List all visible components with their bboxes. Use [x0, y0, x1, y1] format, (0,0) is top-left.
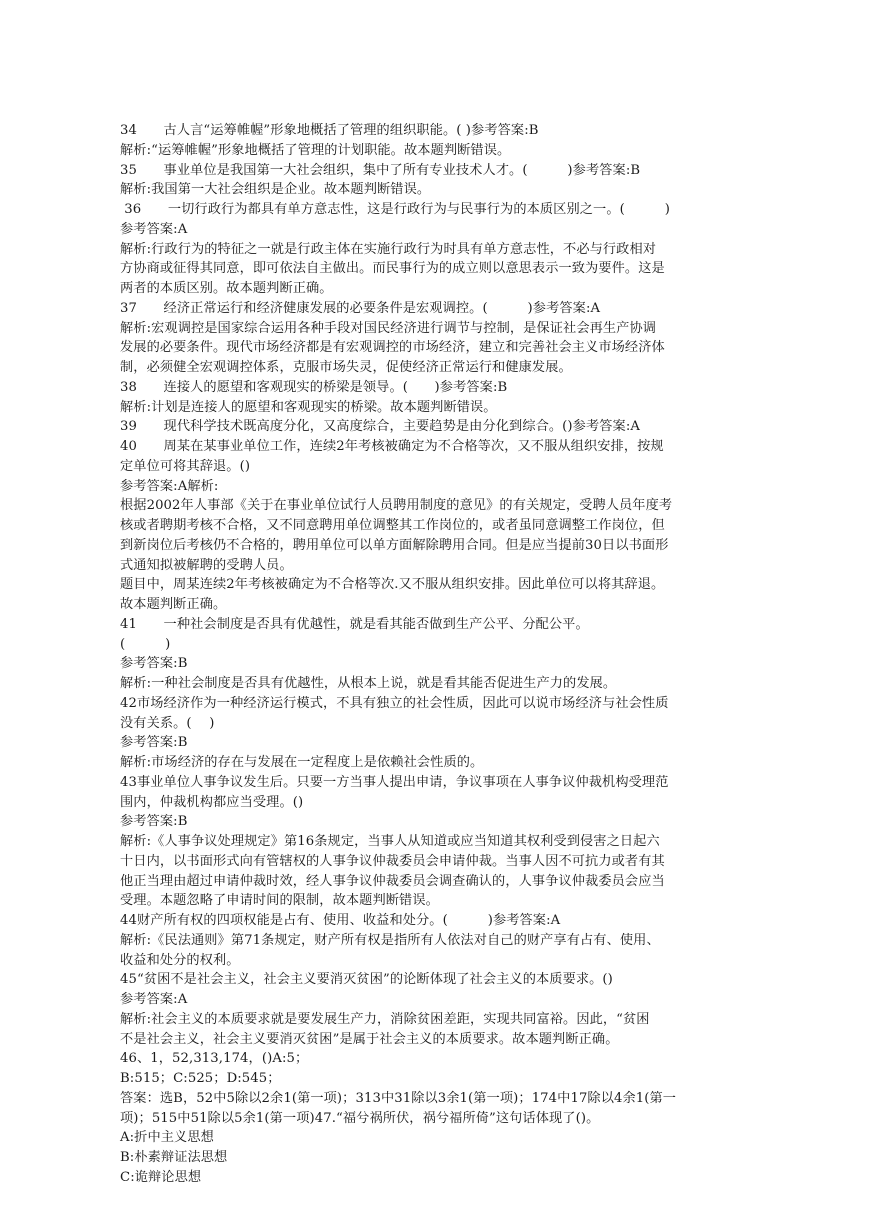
text-line: 解析:《人事争议处理规定》第16条规定，当事人从知道或应当知道其权利受到侵害之日起六 — [120, 834, 660, 849]
text-line: 解析:“运筹帷幄”形象地概括了管理的计划职能。故本题判断错误。 — [120, 142, 511, 158]
text-line: 36 一切行政行为都具有单方意志性，这是行政行为与民事行为的本质区别之一。( ) — [120, 202, 670, 217]
text-line: B:515；C:525；D:545； — [120, 1071, 281, 1086]
text-line: 核或者聘期考核不合格，又不同意聘用单位调整其工作岗位的，或者虽同意调整工作岗位，但 — [120, 518, 665, 533]
text-line: 两者的本质区别。故本题判断正确。 — [120, 281, 333, 296]
text-line: 根据2002年人事部《关于在事业单位试行人员聘用制度的意见》的有关规定，受聘人员年度考 — [120, 498, 673, 514]
document-page — [120, 121, 760, 1188]
text-line: 方协商或征得其同意，即可依法自主做出。而民事行为的成立则以意思表示一致为要件。这是 — [120, 261, 665, 277]
text-line: 参考答案:B — [120, 735, 188, 751]
text-line: 解析:我国第一大社会组织是企业。故本题判断错误。 — [120, 182, 431, 198]
text-line: 46、1，52,313,174，()A:5； — [120, 1051, 309, 1067]
text-line: 45“贫困不是社会主义，社会主义要消灭贫困”的论断体现了社会主义的本质要求。() — [120, 972, 613, 988]
text-line: 43事业单位人事争议发生后。只要一方当事人提出申请，争议事项在人事争议仲裁机构受理范 — [120, 774, 669, 790]
text-line: 他正当理由超过申请仲裁时效，经人事争议仲裁委员会调查确认的，人事争议仲裁委员会应当 — [120, 873, 665, 889]
text-line: 故本题判断正确。 — [120, 597, 227, 612]
text-line: 35 事业单位是我国第一大社会组织，集中了所有专业技术人才。( )参考答案:B — [120, 162, 641, 178]
text-line: 项)；515中51除以5余1(第一项)47.“福兮祸所伏，祸兮福所倚”这句话体现了()。 — [120, 1110, 600, 1126]
text-line: 题目中，周某连续2年考核被确定为不合格等次.又不服从组织安排。因此单位可以将其辞退。 — [120, 577, 665, 593]
text-line: 42市场经济作为一种经济运行模式，不具有独立的社会性质，因此可以说市场经济与社会性质 — [120, 695, 669, 711]
text-line: 式通知拟被解聘的受聘人员。 — [120, 557, 293, 573]
text-line: 收益和处分的权利。 — [120, 952, 240, 968]
text-line: 解析:计划是连接人的愿望和客观现实的桥梁。故本题判断错误。 — [120, 399, 497, 415]
text-line: 解析:一种社会制度是否具有优越性，从根本上说，就是看其能否促进生产力的发展。 — [120, 676, 617, 691]
text-line: 答案：选B，52中5除以2余1(第一项)；313中31除以3余1(第一项)；174中17除以4余1(第一 — [120, 1090, 677, 1106]
text-line: 34 古人言“运筹帷幄”形象地概括了管理的组织职能。( )参考答案:B — [120, 123, 539, 138]
text-line: 制，必须健全宏观调控体系，克服市场失灵，促使经济正常运行和健康发展。 — [120, 360, 572, 375]
text-line: 发展的必要条件。现代市场经济都是有宏观调控的市场经济，建立和完善社会主义市场经济体 — [120, 340, 665, 356]
text-line: 44财产所有权的四项权能是占有、使用、收益和处分。( )参考答案:A — [120, 913, 561, 928]
text-line: C:诡辩论思想 — [120, 1169, 202, 1185]
text-line: 解析:市场经济的存在与发展在一定程度上是依赖社会性质的。 — [120, 755, 484, 770]
text-line: 参考答案:A解析: — [120, 478, 219, 494]
text-line: 参考答案:A — [120, 992, 188, 1007]
text-line: 参考答案:B — [120, 814, 188, 830]
text-line: 解析:社会主义的本质要求就是要发展生产力，消除贫困差距，实现共同富裕。因此，“贫困 — [120, 1011, 650, 1027]
text-line: 参考答案:A — [120, 221, 188, 237]
text-line: 解析:《民法通则》第71条规定，财产所有权是指所有人依法对自己的财产享有占有、使用、 — [120, 932, 660, 948]
text-line: 参考答案:B — [120, 656, 188, 672]
text-line: 定单位可将其辞退。() — [120, 458, 251, 474]
text-line: 围内，仲裁机构都应当受理。() — [120, 794, 304, 810]
text-line: 受理。本题忽略了申请时间的限制，故本题判断错误。 — [120, 893, 439, 909]
text-line: B:朴素辩证法思想 — [120, 1150, 228, 1165]
text-line: 解析:行政行为的特征之一就是行政主体在实施行政行为时具有单方意志性，不必与行政相对 — [120, 241, 657, 257]
text-line: 没有关系。( ) — [120, 715, 215, 731]
text-line: 38 连接人的愿望和客观现实的桥梁是领导。( )参考答案:B — [120, 379, 508, 395]
text-line: 37 经济正常运行和经济健康发展的必要条件是宏观调控。( )参考答案:A — [120, 300, 601, 316]
text-line: 到新岗位后考核仍不合格的，聘用单位可以单方面解除聘用合同。但是应当提前30日以书面形 — [120, 537, 669, 553]
text-line: A:折中主义思想 — [120, 1130, 214, 1146]
text-line: 39 现代科学技术既高度分化，又高度综合，主要趋势是由分化到综合。()参考答案:A — [120, 419, 640, 435]
text-line: 解析:宏观调控是国家综合运用各种手段对国民经济进行调节与控制，是保证社会再生产协调 — [120, 320, 657, 336]
text-line: 40 周某在某事业单位工作，连续2年考核被确定为不合格等次，又不服从组织安排，按规 — [120, 439, 664, 454]
text-line: 不是社会主义，社会主义要消灭贫困”是属于社会主义的本质要求。故本题判断正确。 — [120, 1031, 619, 1047]
text-line: 十日内，以书面形式向有管辖权的人事争议仲裁委员会申请仲裁。当事人因不可抗力或者有其 — [120, 853, 665, 869]
text-line: 41 一种社会制度是否具有优越性，就是看其能否做到生产公平、分配公平。 — [120, 616, 589, 632]
text-line: ( ) — [120, 636, 171, 652]
